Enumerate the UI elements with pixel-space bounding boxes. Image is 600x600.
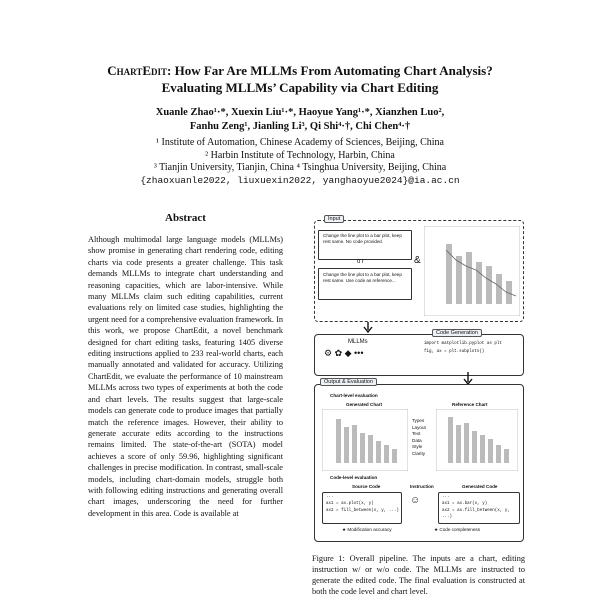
generated-code-label: Generated Code xyxy=(462,484,498,489)
mllms-label: MLLMs xyxy=(348,339,368,345)
figure-caption: Figure 1: Overall pipeline. The inputs are a chart, editing instruction w/ or w/o code. The MLLMs are instructed to generate the edited code. The final evaluation is constructed at both the code level and chart level. xyxy=(312,554,525,596)
benchmark-name: ChartEdit xyxy=(107,63,168,78)
source-code-block xyxy=(322,492,402,524)
instruction-emoji-icon: ☺ xyxy=(410,495,421,506)
input-tag: Input xyxy=(324,215,344,223)
affiliation-3: ³ Tianjin University, Tianjin, China ⁴ Tsinghua University, Beijing, China xyxy=(153,162,447,173)
chart-level-label: Chart-level evaluation xyxy=(330,393,378,398)
instruction-b-text: Change the line plot to a bar plot, keep rest same. Use code as reference... xyxy=(323,272,402,283)
eval-item-clarity: Clarity xyxy=(412,450,426,456)
authors-line1: Xuanle Zhao¹·*, Xuexin Liu¹·*, Haoyue Yang¹·*, Xianzhen Luo², xyxy=(155,107,445,118)
affiliation-2: ² Harbin Institute of Technology, Harbin, China xyxy=(205,149,395,161)
affiliations xyxy=(0,137,600,187)
code-gen-line-1: import matplotlib.pyplot as plt xyxy=(424,342,502,346)
title-line2: Evaluating MLLMs’ Capability via Chart Editing xyxy=(161,80,439,95)
paper-title xyxy=(0,62,600,96)
or-label: o r xyxy=(357,259,365,265)
model-logos-icon: ⚙ ✿ ◆ ••• xyxy=(324,348,364,358)
generated-code-line-2: ax1 = ax.bar(x, y) xyxy=(442,502,488,506)
eval-item-data: Data xyxy=(412,437,422,443)
legend-code-completeness: ★ Code completeness xyxy=(434,527,481,532)
affiliation-1: ¹ Institute of Automation, Chinese Academy of Sciences, Beijing, China xyxy=(156,137,444,148)
abstract-heading: Abstract xyxy=(165,212,206,224)
title-line1: : How Far Are MLLMs From Automating Chart Analysis? xyxy=(167,63,493,78)
abstract-body: Although multimodal large language models (MLLMs) show promise in generating chart rendering code, editing charts via code presents a greater challenge. This task demands MLLMs to integrate chart understanding and reasoning capacities, which are labor-intensive. While many MLLMs claim such editing capabilities, current evaluations rely on limited case studies, highlighting the urgent need for a comprehensive evaluation framework. In this work, we propose ChartEdit, a novel benchmark designed for chart editing tasks, featuring 1405 diverse editing instructions applied to 233 real-world charts, each manually annotated and validated for accuracy. Utilizing ChartEdit, we evaluate the performance of 10 mainstream MLLMs across two types of experiments at both the code and chart levels. The results suggest that large-scale models can generate code to produce images that partially match the reference images. However, their ability to generate accurate edits according to the instructions remains limited. The state-of-the-art (SOTA) model achieves a score of only 59.96, highlighting significant challenges in precise modification. In contrast, small-scale models, including chart-domain models, struggle both with following editing instructions and generating overall chart images, underscoring the need for further development in this area. Code is available at xyxy=(88,235,283,518)
generated-chart xyxy=(322,409,408,471)
reference-chart xyxy=(436,409,518,471)
code-generation-tag: Code Generation xyxy=(432,329,482,337)
author-list xyxy=(0,106,600,134)
eval-criteria-list xyxy=(412,418,426,457)
source-code-label: Source Code xyxy=(352,484,381,489)
eval-item-types: Types xyxy=(412,418,425,423)
author-emails: {zhaoxuanle2022, liuxuexin2022, yanghaoyue2024}@ia.ac.cn xyxy=(140,174,460,186)
ampersand: & xyxy=(414,255,421,266)
input-chart xyxy=(424,226,520,316)
authors-line2: Fanhu Zeng¹, Jianling Li³, Qi Shi⁴·†, Chi Chen⁴·† xyxy=(189,121,411,132)
code-level-label: Code-level evaluation xyxy=(330,475,378,480)
eval-item-layout: Layout xyxy=(412,424,426,430)
generated-code-line-3: ax2 = ax.fill_between(x, y, ...) xyxy=(442,509,510,519)
eval-item-text: Text xyxy=(412,431,421,436)
source-code-line-1: ... xyxy=(326,495,334,499)
generated-chart-label: Generated Chart xyxy=(346,402,382,407)
generated-code-block xyxy=(438,492,520,524)
reference-chart-label: Reference Chart xyxy=(452,402,488,407)
eval-item-style: Style xyxy=(412,444,423,449)
source-code-line-2: ax1 = ax.plot(x, y) xyxy=(326,502,374,506)
source-code-line-3: ax2 = fill_between(x, y, ...) xyxy=(326,509,399,513)
instruction-label: Instruction xyxy=(410,484,434,489)
legend-modification-accuracy: ★ Modification accuracy xyxy=(342,527,392,532)
instruction-card-a xyxy=(318,230,412,260)
pipeline-figure xyxy=(312,212,525,542)
instruction-card-b xyxy=(318,268,412,300)
output-evaluation-tag: Output & Evaluation xyxy=(320,378,377,386)
instruction-a-text: Change the line plot to a bar plot, keep rest same. No code provided. xyxy=(323,233,402,244)
arrow-down-icon xyxy=(362,322,374,334)
code-gen-line-2: fig, ax = plt.subplots() xyxy=(424,350,485,354)
generated-code-line-1: ... xyxy=(442,495,450,499)
